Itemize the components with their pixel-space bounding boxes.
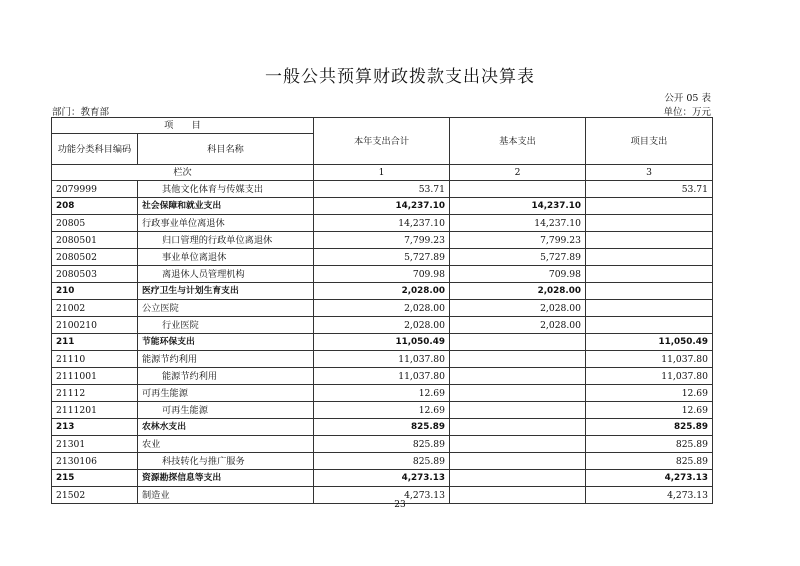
header-col-3: 3: [586, 165, 713, 181]
cell-project: 825.89: [586, 453, 713, 470]
cell-total: 14,237.10: [314, 198, 450, 215]
cell-basic: [450, 334, 586, 351]
table-row: [52, 300, 713, 317]
cell-name: 可再生能源: [138, 402, 314, 419]
cell-basic: 14,237.10: [450, 198, 586, 215]
cell-project: 11,037.80: [586, 368, 713, 385]
table-row: [52, 249, 713, 266]
table-row: [52, 215, 713, 232]
cell-basic: [450, 181, 586, 198]
header-basic: 基本支出: [450, 118, 586, 165]
cell-code: 2111001: [52, 368, 138, 385]
cell-name: 行政事业单位离退休: [138, 215, 314, 232]
cell-name: 行业医院: [138, 317, 314, 334]
cell-name: 科技转化与推广服务: [138, 453, 314, 470]
cell-total: 709.98: [314, 266, 450, 283]
cell-code: 2080503: [52, 266, 138, 283]
cell-total: 5,727.89: [314, 249, 450, 266]
header-lane: 栏次: [52, 165, 314, 181]
cell-basic: [450, 385, 586, 402]
cell-name: 事业单位离退休: [138, 249, 314, 266]
cell-code: 210: [52, 283, 138, 300]
cell-project: 825.89: [586, 419, 713, 436]
department-label: 部门：教育部: [52, 107, 110, 118]
cell-project: 12.69: [586, 402, 713, 419]
cell-project: [586, 215, 713, 232]
cell-code: 215: [52, 470, 138, 487]
cell-name: 农林水支出: [138, 419, 314, 436]
cell-basic: 14,237.10: [450, 215, 586, 232]
table-row: [52, 385, 713, 402]
table-row: [52, 266, 713, 283]
cell-project: 12.69: [586, 385, 713, 402]
cell-code: 211: [52, 334, 138, 351]
cell-total: 12.69: [314, 402, 450, 419]
cell-code: 20805: [52, 215, 138, 232]
cell-basic: 709.98: [450, 266, 586, 283]
header-code: 功能分类科目编码: [52, 134, 138, 165]
cell-code: 2111201: [52, 402, 138, 419]
cell-project: 4,273.13: [586, 470, 713, 487]
cell-name: 其他文化体育与传媒支出: [138, 181, 314, 198]
cell-name: 能源节约利用: [138, 368, 314, 385]
cell-total: 825.89: [314, 419, 450, 436]
cell-code: 2080501: [52, 232, 138, 249]
cell-total: 2,028.00: [314, 300, 450, 317]
cell-code: 2100210: [52, 317, 138, 334]
header-total: 本年支出合计: [314, 118, 450, 165]
header-col-2: 2: [450, 165, 586, 181]
cell-total: 2,028.00: [314, 317, 450, 334]
cell-name: 社会保障和就业支出: [138, 198, 314, 215]
cell-basic: 2,028.00: [450, 283, 586, 300]
cell-name: 离退休人员管理机构: [138, 266, 314, 283]
table-row: [52, 351, 713, 368]
header-name: 科目名称: [138, 134, 314, 165]
cell-project: 11,050.49: [586, 334, 713, 351]
cell-name: 制造业: [138, 487, 314, 504]
cell-total: 825.89: [314, 453, 450, 470]
cell-total: 53.71: [314, 181, 450, 198]
cell-project: 825.89: [586, 436, 713, 453]
table-number: 公开 05 表: [664, 93, 711, 104]
cell-basic: [450, 351, 586, 368]
cell-name: 资源勘探信息等支出: [138, 470, 314, 487]
cell-name: 可再生能源: [138, 385, 314, 402]
cell-total: 4,273.13: [314, 487, 450, 504]
page-number: 23: [394, 500, 406, 510]
cell-project: 53.71: [586, 181, 713, 198]
cell-total: 14,237.10: [314, 215, 450, 232]
cell-total: 11,037.80: [314, 368, 450, 385]
cell-basic: 7,799.23: [450, 232, 586, 249]
cell-total: 4,273.13: [314, 470, 450, 487]
cell-project: [586, 266, 713, 283]
cell-total: 11,050.49: [314, 334, 450, 351]
cell-code: 21502: [52, 487, 138, 504]
page-title: 一般公共预算财政拨款支出决算表: [265, 67, 535, 87]
cell-total: 825.89: [314, 436, 450, 453]
cell-project: [586, 317, 713, 334]
cell-name: 节能环保支出: [138, 334, 314, 351]
cell-code: 208: [52, 198, 138, 215]
cell-project: [586, 232, 713, 249]
table-row: [52, 232, 713, 249]
table-row: [52, 198, 713, 215]
cell-total: 7,799.23: [314, 232, 450, 249]
cell-basic: 2,028.00: [450, 300, 586, 317]
cell-code: 2079999: [52, 181, 138, 198]
table-row: [52, 283, 713, 300]
cell-basic: [450, 436, 586, 453]
table-row: [52, 181, 713, 198]
cell-project: [586, 300, 713, 317]
cell-project: 4,273.13: [586, 487, 713, 504]
cell-name: 医疗卫生与计划生育支出: [138, 283, 314, 300]
cell-name: 公立医院: [138, 300, 314, 317]
cell-basic: [450, 470, 586, 487]
cell-project: [586, 198, 713, 215]
cell-total: 11,037.80: [314, 351, 450, 368]
cell-project: [586, 249, 713, 266]
cell-total: 12.69: [314, 385, 450, 402]
table-row: [52, 368, 713, 385]
cell-project: 11,037.80: [586, 351, 713, 368]
table-row: [52, 453, 713, 470]
table-row: [52, 317, 713, 334]
table-row: [52, 334, 713, 351]
cell-name: 归口管理的行政单位离退休: [138, 232, 314, 249]
cell-project: [586, 283, 713, 300]
cell-basic: [450, 402, 586, 419]
cell-code: 21301: [52, 436, 138, 453]
cell-code: 21112: [52, 385, 138, 402]
cell-code: 2080502: [52, 249, 138, 266]
table-row: [52, 436, 713, 453]
cell-basic: 5,727.89: [450, 249, 586, 266]
cell-code: 21002: [52, 300, 138, 317]
cell-name: 能源节约利用: [138, 351, 314, 368]
header-item: 项 目: [52, 118, 314, 134]
expenditure-table: [51, 117, 713, 504]
table-row: [52, 402, 713, 419]
table-row: [52, 419, 713, 436]
unit-label: 单位：万元: [663, 107, 711, 118]
cell-code: 2130106: [52, 453, 138, 470]
table-row: [52, 470, 713, 487]
header-project: 项目支出: [586, 118, 713, 165]
cell-basic: [450, 419, 586, 436]
cell-basic: [450, 368, 586, 385]
header-col-1: 1: [314, 165, 450, 181]
cell-basic: [450, 453, 586, 470]
cell-code: 21110: [52, 351, 138, 368]
cell-basic: 2,028.00: [450, 317, 586, 334]
cell-name: 农业: [138, 436, 314, 453]
cell-code: 213: [52, 419, 138, 436]
cell-total: 2,028.00: [314, 283, 450, 300]
